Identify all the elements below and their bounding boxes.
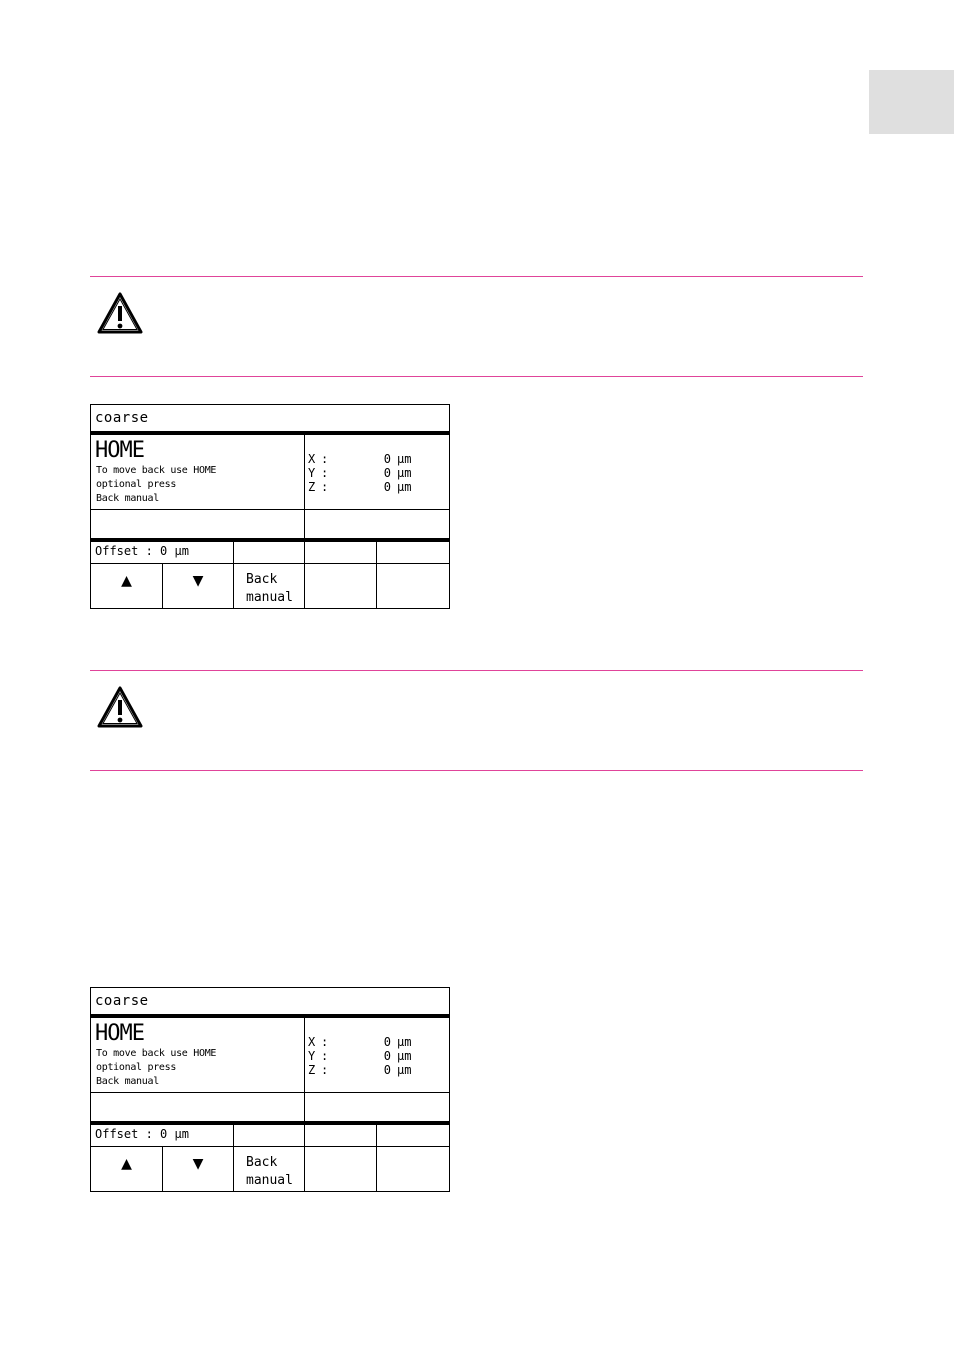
divider <box>304 435 305 509</box>
y-unit: µm <box>397 466 412 480</box>
offset-label: Offset : <box>95 1127 153 1141</box>
back-label-line2: manual <box>246 1173 293 1188</box>
divider <box>304 1125 305 1146</box>
z-label: Z <box>308 480 316 494</box>
back-label-line2: manual <box>246 590 293 605</box>
x-sep: : <box>321 1035 329 1049</box>
divider <box>91 538 449 542</box>
warning-bottom-rule-2 <box>90 770 863 771</box>
divider <box>91 1092 449 1093</box>
warning-triangle-icon <box>96 685 144 729</box>
divider <box>304 1018 305 1092</box>
x-sep: : <box>321 452 329 466</box>
offset-value: 0 µm <box>160 1127 189 1141</box>
offset-readout <box>95 544 189 558</box>
lcd-screen-1 <box>90 404 450 609</box>
divider <box>233 1125 234 1146</box>
x-value: 0 <box>383 1035 391 1049</box>
divider <box>376 542 377 563</box>
x-label: X <box>308 1035 316 1049</box>
divider <box>304 1092 305 1121</box>
offset-label: Offset : <box>95 544 153 558</box>
z-label: Z <box>308 1063 316 1077</box>
info-line: To move back use HOME <box>96 465 217 476</box>
x-label: X <box>308 452 316 466</box>
divider <box>233 542 234 563</box>
y-unit: µm <box>397 1049 412 1063</box>
info-line: Back manual <box>96 493 159 504</box>
warning-bottom-rule-1 <box>90 376 863 377</box>
back-manual-button[interactable] <box>234 1147 304 1192</box>
arrow-up-icon: ▲ <box>121 569 132 591</box>
divider <box>376 1125 377 1146</box>
warning-triangle-icon <box>96 291 144 335</box>
info-line: To move back use HOME <box>96 1048 217 1059</box>
z-sep: : <box>321 480 329 494</box>
chapter-tab-marker <box>869 70 954 134</box>
x-unit: µm <box>397 452 412 466</box>
divider <box>304 542 305 563</box>
divider <box>91 1014 449 1018</box>
z-unit: µm <box>397 1063 412 1077</box>
softkey-up-button[interactable] <box>91 564 162 609</box>
arrow-down-icon: ▼ <box>192 569 204 591</box>
y-value: 0 <box>383 1049 391 1063</box>
home-heading: HOME <box>95 438 144 463</box>
softkey-down-button[interactable] <box>163 1147 233 1192</box>
softkey-empty-button[interactable] <box>377 564 449 609</box>
z-unit: µm <box>397 480 412 494</box>
warning-top-rule-2 <box>90 670 863 671</box>
y-value: 0 <box>383 466 391 480</box>
softkey-empty-button[interactable] <box>377 1147 449 1192</box>
home-heading: HOME <box>95 1021 144 1046</box>
softkey-empty-button[interactable] <box>305 1147 376 1192</box>
arrow-down-icon: ▼ <box>192 1152 204 1174</box>
offset-readout <box>95 1127 189 1141</box>
y-sep: : <box>321 466 329 480</box>
arrow-up-icon: ▲ <box>121 1152 132 1174</box>
info-line: optional press <box>96 479 177 490</box>
back-label-line1: Back <box>246 1155 278 1170</box>
y-label: Y <box>308 466 316 480</box>
divider <box>91 431 449 435</box>
x-value: 0 <box>383 452 391 466</box>
offset-value: 0 µm <box>160 544 189 558</box>
info-line: Back manual <box>96 1076 159 1087</box>
divider <box>91 509 449 510</box>
info-line: optional press <box>96 1062 177 1073</box>
z-sep: : <box>321 1063 329 1077</box>
softkey-empty-button[interactable] <box>305 564 376 609</box>
lcd-screen-2 <box>90 987 450 1192</box>
y-sep: : <box>321 1049 329 1063</box>
mode-title: coarse <box>95 410 149 426</box>
z-value: 0 <box>383 480 391 494</box>
mode-title: coarse <box>95 993 149 1009</box>
divider <box>304 509 305 538</box>
warning-top-rule-1 <box>90 276 863 277</box>
divider <box>91 1121 449 1125</box>
x-unit: µm <box>397 1035 412 1049</box>
back-label-line1: Back <box>246 572 278 587</box>
softkey-down-button[interactable] <box>163 564 233 609</box>
z-value: 0 <box>383 1063 391 1077</box>
softkey-up-button[interactable] <box>91 1147 162 1192</box>
y-label: Y <box>308 1049 316 1063</box>
back-manual-button[interactable] <box>234 564 304 609</box>
